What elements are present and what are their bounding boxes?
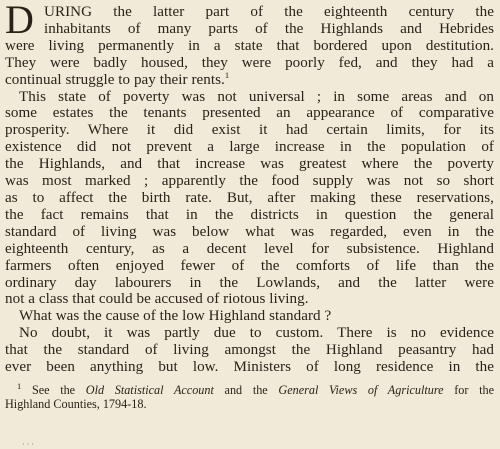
footnote-line — [5, 383, 494, 397]
footnote — [5, 383, 494, 411]
footnote-title: Old Statistical Account — [85, 382, 214, 397]
footnote-marker: 1 — [17, 382, 22, 391]
text-line: eighteenth century, as a decent level for subsistence. Highland — [5, 240, 494, 257]
paragraph-4 — [5, 325, 494, 376]
drop-cap: D — [5, 0, 34, 42]
text-line: This state of poverty was not universal ; in some areas and on — [19, 88, 494, 105]
text-line: standard of living was below what was regarded, even in the — [5, 223, 494, 240]
text-line: They were badly housed, they were poorly fed, and they had a — [5, 54, 494, 71]
text-line: not a class that could be accused of riotous living. — [5, 291, 309, 308]
text-line: was most marked ; apparently the food supply was not so short — [5, 173, 494, 190]
cut-off-text: · · · — [22, 440, 34, 449]
text-line: as to affect the birth rate. But, after making these reservations, — [5, 189, 494, 206]
text-line: What was the cause of the low Highland standard ? — [19, 308, 332, 325]
text-line: existence did not prevent a large increase in the population of — [5, 139, 494, 156]
text-line: some estates the tenants presented an appearance of comparative — [5, 105, 494, 122]
paragraph-3 — [5, 308, 494, 325]
text-line: inhabitants of many parts of the Highlands and Hebrides — [44, 20, 494, 37]
text-line: farmers often enjoyed fewer of the comforts of life than the — [5, 257, 494, 274]
text-line: were living permanently in a state that bordered upon destitution. — [5, 37, 494, 54]
text-line: ever been anything but low. Ministers of long residence in the — [5, 359, 494, 376]
paragraph-1 — [5, 0, 494, 89]
footnote-title: General Views of Agriculture — [278, 382, 444, 397]
text-line: prosperity. Where it did exist it had certain limits, for its — [5, 122, 494, 139]
text-line: ordinary day labourers in the Lowlands, and the latter were — [5, 274, 494, 291]
paragraph-2 — [5, 89, 494, 309]
footnote-text: and the — [213, 382, 279, 397]
text-line: the fact remains that in the districts in question the general — [5, 206, 494, 223]
text-line: that the standard of living amongst the Highland peasantry had — [5, 342, 494, 359]
footnote-text: for the — [443, 382, 494, 397]
text-line — [5, 72, 494, 89]
text-line-content: continual struggle to pay their rents. — [5, 71, 225, 88]
text-line: No doubt, it was partly due to custom. There is no evidence — [19, 325, 494, 342]
footnote-reference: 1 — [224, 71, 230, 80]
footnote-text: See the — [31, 382, 86, 397]
text-line: the Highlands, and that increase was greatest where the poverty — [5, 156, 494, 173]
body-text — [5, 0, 494, 376]
text-line: URING the latter part of the eighteenth century the — [44, 4, 494, 20]
footnote-line: Highland Counties, 1794-18. — [5, 397, 147, 412]
